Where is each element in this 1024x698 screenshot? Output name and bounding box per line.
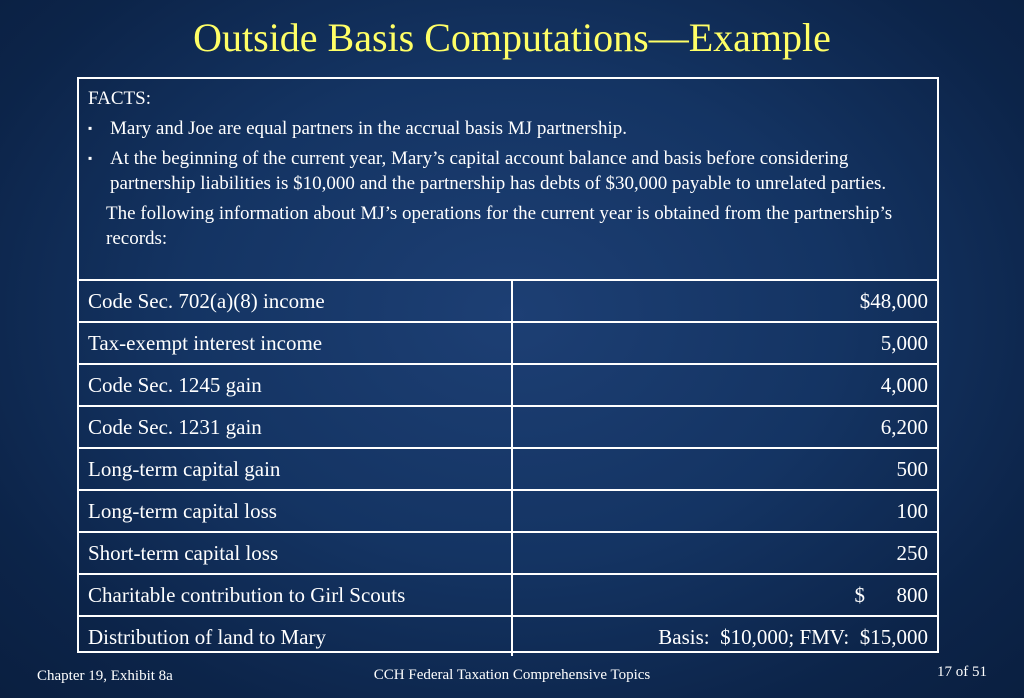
- slide-title: Outside Basis Computations—Example: [193, 15, 831, 60]
- table-row: [79, 364, 937, 406]
- footer-page-number: 17 of 51: [937, 664, 987, 680]
- item-label: Code Sec. 1231 gain: [79, 406, 512, 448]
- example-content-box: [77, 77, 939, 653]
- item-value: 250: [512, 532, 937, 574]
- item-label: Code Sec. 702(a)(8) income: [79, 280, 512, 322]
- facts-section: [79, 79, 937, 279]
- item-value: $ 800: [512, 574, 937, 616]
- fact-item: [88, 146, 927, 196]
- table-row: [79, 616, 937, 656]
- item-value: 5,000: [512, 322, 937, 364]
- square-bullet-icon: ▪: [88, 151, 93, 165]
- table-row: [79, 532, 937, 574]
- fact-text: At the beginning of the current year, Mary’s capital account balance and basis before considering partnership liabilities is $10,000 and the partnership has debts of $30,000 payable to unrelated parties.: [110, 148, 887, 194]
- table-row: [79, 574, 937, 616]
- table-row: [79, 406, 937, 448]
- table-row: [79, 448, 937, 490]
- square-bullet-icon: ▪: [88, 121, 93, 135]
- table-row: [79, 490, 937, 532]
- item-value: Basis: $10,000; FMV: $15,000: [512, 616, 937, 656]
- item-value: 4,000: [512, 364, 937, 406]
- records-note: The following information about MJ’s operations for the current year is obtained from the partnership’s records:: [106, 203, 893, 249]
- item-label: Tax-exempt interest income: [79, 322, 512, 364]
- item-label: Charitable contribution to Girl Scouts: [79, 574, 512, 616]
- item-value: 6,200: [512, 406, 937, 448]
- table-row: [79, 322, 937, 364]
- item-label: Code Sec. 1245 gain: [79, 364, 512, 406]
- fact-text: Mary and Joe are equal partners in the accrual basis MJ partnership.: [110, 118, 628, 139]
- item-label: Distribution of land to Mary: [79, 616, 512, 656]
- item-value: 500: [512, 448, 937, 490]
- item-value: 100: [512, 490, 937, 532]
- footer-chapter-label: Chapter 19, Exhibit 8a: [37, 668, 173, 684]
- fact-item: [88, 116, 927, 141]
- footer-publication-title: CCH Federal Taxation Comprehensive Topics: [373, 667, 651, 683]
- item-label: Short-term capital loss: [79, 532, 512, 574]
- item-value: $48,000: [512, 280, 937, 322]
- facts-heading: FACTS:: [88, 88, 152, 109]
- item-label: Long-term capital gain: [79, 448, 512, 490]
- item-label: Long-term capital loss: [79, 490, 512, 532]
- operations-table: [79, 279, 937, 656]
- table-row: [79, 280, 937, 322]
